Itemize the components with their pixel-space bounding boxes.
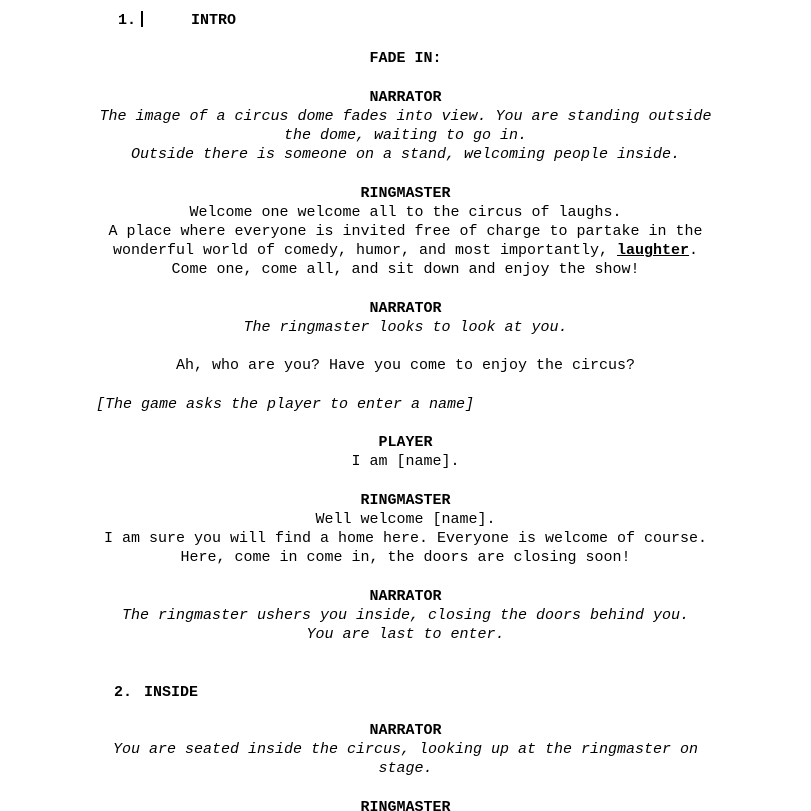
dialogue[interactable] [96, 529, 715, 548]
stage-direction[interactable] [96, 395, 715, 414]
text-run: NARRATOR [369, 88, 442, 106]
character-cue[interactable] [96, 88, 715, 107]
character-cue[interactable] [96, 491, 715, 510]
narration[interactable] [96, 740, 715, 759]
text-run: FADE IN: [369, 50, 442, 68]
text-run: NARRATOR [369, 299, 442, 317]
narration[interactable] [96, 126, 715, 145]
text-run: The ringmaster ushers you inside, closing the doors behind you. [121, 606, 690, 624]
narration[interactable] [96, 606, 715, 625]
blank-line[interactable] [96, 567, 715, 586]
narration[interactable] [96, 318, 715, 337]
text-run: . [689, 242, 699, 260]
text-run: the dome, waiting to go in. [283, 127, 528, 145]
blank-line[interactable] [96, 663, 715, 682]
narration[interactable] [96, 107, 715, 126]
dialogue[interactable] [96, 241, 715, 260]
dialogue[interactable] [96, 510, 715, 529]
text-run: The image of a circus dome fades into view. You are standing outside [99, 107, 712, 125]
text-run: I am sure you will find a home here. Everyone is welcome of course. [103, 530, 708, 548]
blank-line[interactable] [96, 472, 715, 491]
dialogue[interactable] [96, 260, 715, 279]
text-run: wonderful world of comedy, humor, and most importantly, [112, 242, 618, 260]
text-run: Here, come in come in, the doors are closing soon! [180, 549, 631, 567]
text-run: Welcome one welcome all to the circus of laughs. [189, 203, 622, 221]
transition-fade-in[interactable] [96, 49, 715, 68]
text-run: 2. [114, 683, 133, 701]
text-run: RINGMASTER [360, 491, 451, 509]
dialogue[interactable] [96, 452, 715, 471]
character-cue[interactable] [96, 721, 715, 740]
narration[interactable] [96, 145, 715, 164]
text-run: I am [name]. [351, 453, 460, 471]
text-run: A place where everyone is invited free of charge to partake in the [108, 223, 703, 241]
blank-line[interactable] [96, 414, 715, 433]
text-run: You are last to enter. [306, 626, 505, 643]
script-text-area[interactable] [96, 11, 715, 811]
text-run: 1. [118, 12, 137, 29]
character-cue[interactable] [96, 798, 715, 811]
text-run: Ah, who are you? Have you come to enjoy the circus? [175, 357, 636, 375]
blank-line[interactable] [96, 280, 715, 299]
narration[interactable] [96, 759, 715, 778]
dialogue[interactable] [96, 548, 715, 567]
blank-line[interactable] [96, 165, 715, 184]
text-run: INSIDE [144, 683, 199, 701]
text-run: stage. [378, 760, 433, 778]
text-run: INTRO [191, 12, 237, 29]
text-run: Come one, come all, and sit down and enjoy the show! [171, 261, 640, 279]
character-cue[interactable] [96, 433, 715, 452]
text-run: Outside there is someone on a stand, welcoming people inside. [130, 146, 681, 164]
text-run: NARRATOR [369, 587, 442, 605]
dialogue[interactable] [96, 356, 715, 375]
blank-line[interactable] [96, 702, 715, 721]
scene-1-heading[interactable] [96, 11, 715, 30]
text-run: RINGMASTER [360, 184, 451, 202]
text-run: [The game asks the player to enter a name] [96, 395, 475, 413]
character-cue[interactable] [96, 299, 715, 318]
blank-line[interactable] [96, 376, 715, 395]
text-run: PLAYER [378, 434, 433, 452]
dialogue[interactable] [96, 203, 715, 222]
text-run: RINGMASTER [360, 798, 451, 811]
text-run: The ringmaster looks to look at you. [243, 319, 568, 336]
narration[interactable] [96, 625, 715, 644]
blank-line[interactable] [96, 30, 715, 49]
text-run: Well welcome [name]. [315, 510, 496, 528]
blank-line[interactable] [96, 644, 715, 663]
text-run: You are seated inside the circus, looking up at the ringmaster on [112, 741, 699, 759]
dialogue[interactable] [96, 222, 715, 241]
text-run: laughter [617, 242, 690, 260]
blank-line[interactable] [96, 779, 715, 798]
text-run: NARRATOR [369, 721, 442, 739]
character-cue[interactable] [96, 184, 715, 203]
text-caret [141, 11, 143, 27]
blank-line[interactable] [96, 337, 715, 356]
character-cue[interactable] [96, 587, 715, 606]
scene-2-heading[interactable] [96, 683, 715, 702]
blank-line[interactable] [96, 69, 715, 88]
